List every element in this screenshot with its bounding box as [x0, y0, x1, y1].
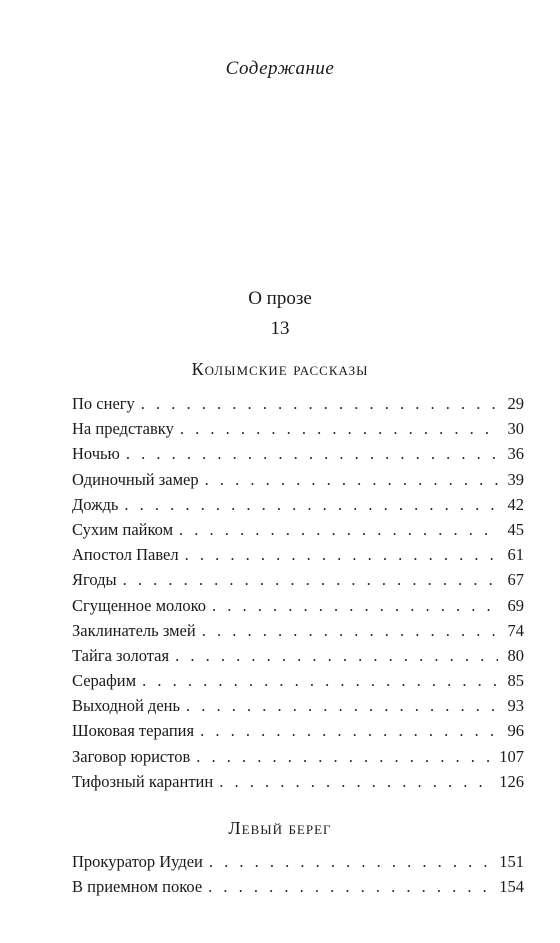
toc-entry — [72, 570, 524, 595]
toc-entry — [72, 520, 524, 545]
dot-leader — [202, 621, 498, 641]
dot-leader — [212, 596, 498, 616]
toc-entry — [72, 621, 524, 646]
toc-entry — [72, 852, 524, 877]
toc-entry-page: 39 — [507, 469, 524, 489]
toc-entry — [72, 470, 524, 495]
page-title: Содержание — [225, 58, 335, 79]
toc-entry — [72, 877, 524, 902]
toc-entry-page: 61 — [507, 545, 524, 565]
dot-leader — [209, 852, 495, 872]
toc-entry-title: Заговор юристов — [72, 746, 191, 766]
intro-title: О прозе — [248, 288, 312, 309]
toc-entry-title: Сгущенное молоко — [72, 595, 206, 615]
toc-entry — [72, 596, 524, 621]
toc-entry-page: 69 — [507, 595, 524, 615]
dot-leader — [175, 646, 498, 666]
dot-leader — [219, 772, 495, 792]
toc-entry-title: Шоковая терапия — [72, 721, 195, 741]
toc-entry — [72, 646, 524, 671]
toc-entry-page: 93 — [507, 696, 524, 716]
dot-leader — [196, 747, 495, 767]
toc-entry-title: На представку — [72, 419, 174, 439]
toc-entry-page: 80 — [507, 645, 524, 665]
dot-leader — [185, 545, 498, 565]
section-heading-kolyma: Колымские рассказы — [191, 359, 369, 379]
toc-entry — [72, 444, 524, 469]
section-heading-left-bank: Левый берег — [228, 818, 332, 838]
toc-entry-title: Ягоды — [72, 570, 117, 590]
toc-entry-title: Заклинатель змей — [72, 620, 196, 640]
toc-entry-page: 85 — [507, 671, 524, 691]
toc-entry-title: Серафим — [72, 671, 137, 691]
toc-entry-title: Выходной день — [72, 696, 180, 716]
toc-entry-page: 30 — [507, 419, 524, 439]
dot-leader — [200, 721, 498, 741]
toc-entry-title: По снегу — [72, 394, 135, 413]
toc-entry-page: 36 — [507, 444, 524, 464]
toc-entry-page: 107 — [499, 746, 524, 766]
toc-entry-title: Ночью — [72, 444, 120, 464]
toc-entry-page: 45 — [507, 519, 524, 539]
toc-entry — [72, 747, 524, 772]
toc-entry-page: 74 — [507, 620, 524, 640]
toc-entry — [72, 545, 524, 570]
toc-entry-title: Прокуратор Иудеи — [72, 852, 203, 871]
toc-entry-page: 96 — [507, 721, 524, 741]
toc-entry — [72, 721, 524, 746]
toc-entry — [72, 696, 524, 721]
toc-entry-page: 67 — [507, 570, 524, 590]
toc-entry — [72, 394, 524, 419]
dot-leader — [124, 495, 498, 515]
toc-entry — [72, 495, 524, 520]
dot-leader — [208, 877, 495, 897]
toc-entry-title: Тифозный карантин — [72, 771, 214, 791]
toc-entry-page: 29 — [507, 394, 524, 413]
toc-entry-title: В приемном покое — [72, 877, 203, 897]
dot-leader — [180, 419, 498, 439]
toc-entry — [72, 419, 524, 444]
toc-entry — [72, 671, 524, 696]
toc-entry — [72, 772, 524, 797]
toc-list-left-bank — [72, 852, 524, 902]
toc-entry-title: Сухим пайком — [72, 519, 174, 539]
toc-entry-title: Дождь — [72, 494, 119, 514]
toc-entry-title: Апостол Павел — [72, 545, 179, 565]
dot-leader — [205, 470, 498, 490]
dot-leader — [142, 671, 498, 691]
dot-leader — [126, 444, 498, 464]
toc-list-kolyma — [72, 394, 524, 797]
dot-leader — [141, 394, 498, 414]
intro-page-number: 13 — [270, 318, 290, 339]
toc-entry-page: 151 — [499, 852, 524, 871]
toc-entry-title: Тайга золотая — [72, 645, 170, 665]
dot-leader — [123, 570, 498, 590]
toc-entry-page: 126 — [499, 771, 524, 791]
toc-entry-title: Одиночный замер — [72, 469, 199, 489]
dot-leader — [179, 520, 498, 540]
dot-leader — [186, 696, 498, 716]
toc-entry-page: 42 — [507, 494, 524, 514]
toc-entry-page: 154 — [499, 877, 524, 897]
